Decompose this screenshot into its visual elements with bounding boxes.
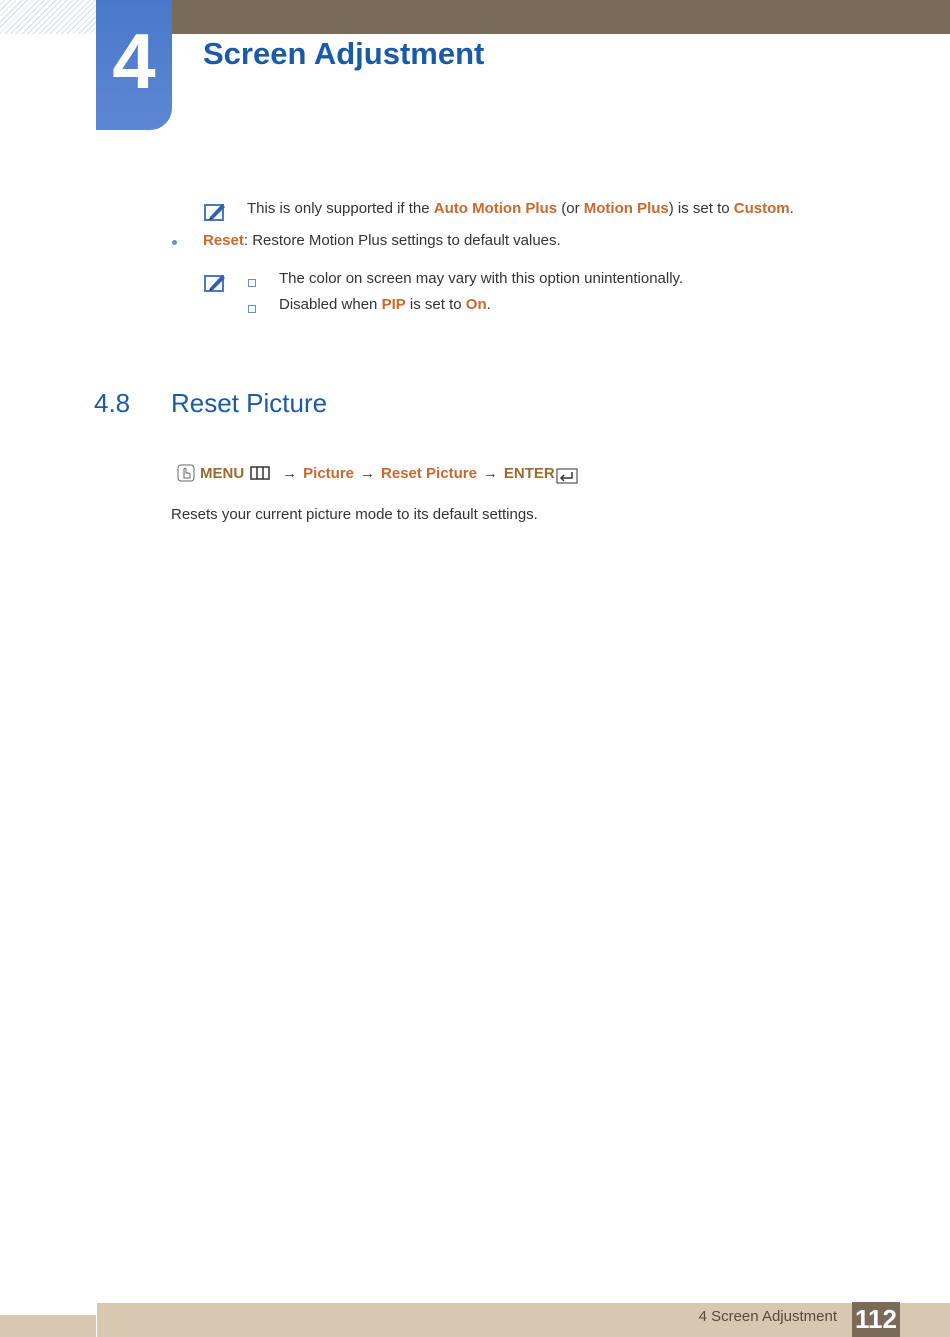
menu-step-reset-picture: Reset Picture <box>381 464 477 482</box>
note-color-vary: The color on screen may vary with this option unintentionally. <box>279 270 684 287</box>
note-pencil-icon <box>203 272 227 294</box>
term-reset: Reset <box>203 232 244 249</box>
header-hatch-decoration <box>0 0 96 34</box>
enter-label: ENTER <box>503 464 555 482</box>
arrow-icon: → <box>482 464 498 482</box>
menu-step-picture: Picture <box>303 464 355 482</box>
term-pip: PIP <box>381 296 406 313</box>
term-auto-motion-plus: Auto Motion Plus <box>433 200 558 217</box>
bullet-dot <box>172 240 177 245</box>
menu-icon <box>250 466 270 480</box>
enter-icon <box>556 468 578 484</box>
footer-left-strip <box>0 1315 96 1337</box>
body-text: Resets your current picture mode to its default settings. <box>171 506 538 523</box>
page-number: 112 <box>852 1302 900 1337</box>
term-motion-plus: Motion Plus <box>583 200 669 217</box>
remote-hand-icon <box>177 464 195 482</box>
chapter-number: 4 <box>112 17 156 105</box>
chapter-number-tab <box>96 0 172 130</box>
footer-chapter-label: 4 Screen Adjustment <box>698 1308 837 1325</box>
note-disabled-pip: Disabled when PIP is set to On. <box>279 296 491 313</box>
menu-path <box>177 462 578 484</box>
sub-bullet-square <box>248 305 256 313</box>
section-number: 4.8 <box>94 388 131 418</box>
sub-bullet-square <box>248 279 256 287</box>
chapter-title: Screen Adjustment <box>203 36 485 71</box>
term-custom: Custom <box>733 200 790 217</box>
note-pencil-icon <box>203 201 227 223</box>
note-motion-plus-support: This is only supported if the Auto Motion Plus (or Motion Plus) is set to Custom. <box>247 200 794 217</box>
term-on: On <box>465 296 487 313</box>
reset-bullet-item: Reset: Restore Motion Plus settings to default values. <box>203 232 561 249</box>
section-title: Reset Picture <box>171 388 328 418</box>
arrow-icon: → <box>360 464 376 482</box>
arrow-icon: → <box>282 464 298 482</box>
header-bar <box>96 0 950 34</box>
menu-label: MENU <box>200 464 245 482</box>
